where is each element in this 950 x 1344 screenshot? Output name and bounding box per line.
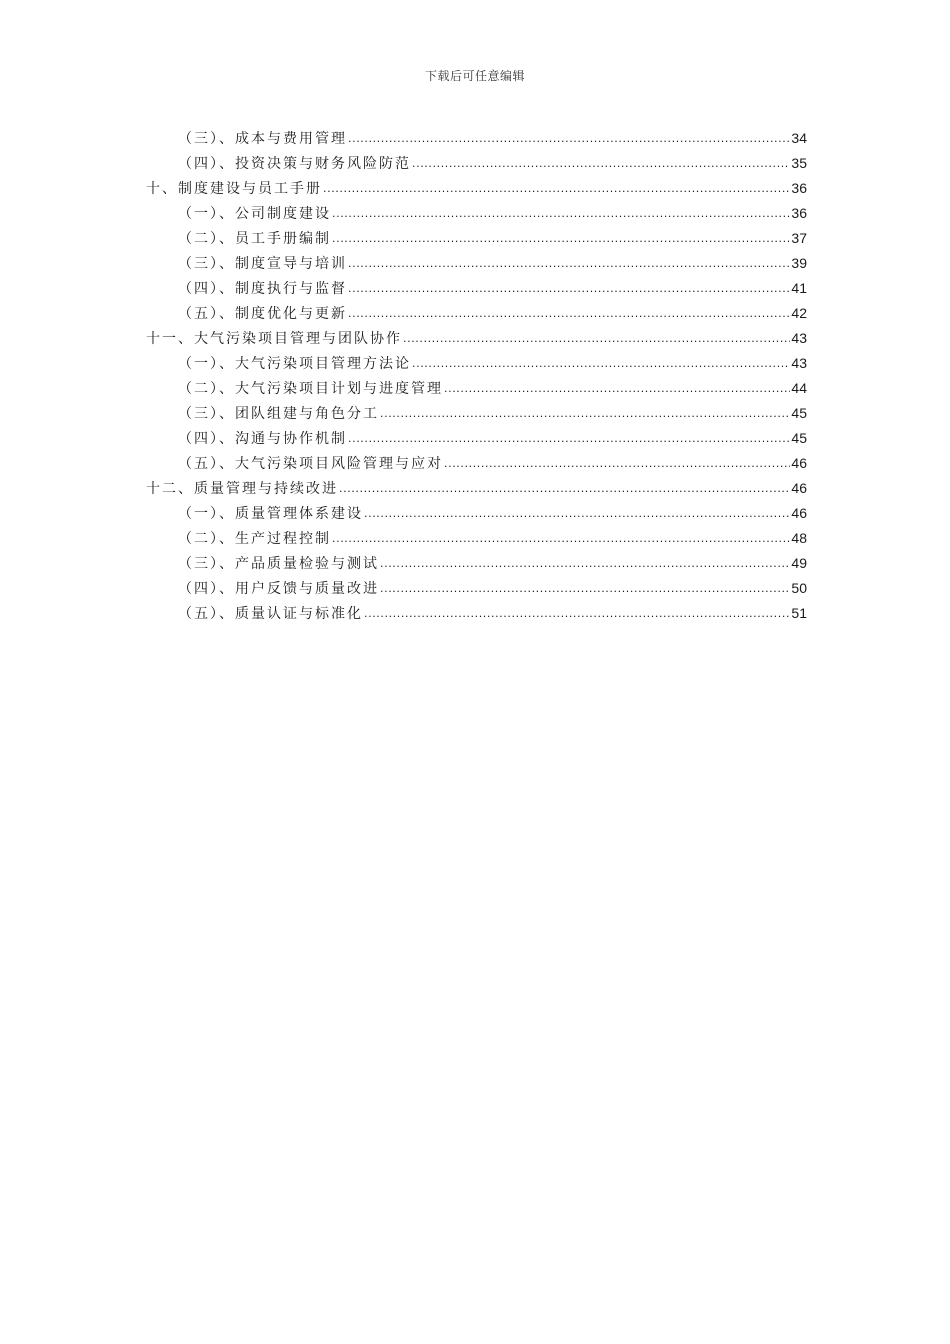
toc-dot-leader <box>444 376 790 401</box>
toc-entry-title: （五）、质量认证与标准化 <box>178 606 363 622</box>
toc-entry[interactable] <box>146 276 807 301</box>
toc-dot-leader <box>364 601 790 626</box>
toc-entry[interactable] <box>146 451 807 476</box>
header-note: 下载后可任意编辑 <box>424 69 525 83</box>
toc-dot-leader <box>380 551 790 576</box>
toc-entry-title: （三）、成本与费用管理 <box>178 131 347 147</box>
toc-entry[interactable] <box>146 151 807 176</box>
toc-dot-leader <box>332 526 790 551</box>
toc-entry-title: （二）、员工手册编制 <box>178 231 331 247</box>
toc-entry-title: （三）、产品质量检验与测试 <box>178 556 379 572</box>
toc-entry-title: （四）、沟通与协作机制 <box>178 431 347 447</box>
toc-entry-page: 43 <box>791 330 807 346</box>
toc-entry-title: （二）、生产过程控制 <box>178 531 331 547</box>
toc-entry-page: 51 <box>791 605 807 621</box>
toc-entry-page: 42 <box>791 305 807 321</box>
toc-entry-title: 十、制度建设与员工手册 <box>146 181 322 197</box>
toc-chapter-entry[interactable] <box>146 326 807 351</box>
toc-entry-page: 46 <box>791 505 807 521</box>
toc-dot-leader <box>339 476 790 501</box>
toc-dot-leader <box>364 501 790 526</box>
toc-entry-page: 45 <box>791 430 807 446</box>
toc-entry[interactable] <box>146 426 807 451</box>
toc-entry-title: （一）、质量管理体系建设 <box>178 506 363 522</box>
toc-entry-page: 34 <box>791 130 807 146</box>
toc-entry[interactable] <box>146 351 807 376</box>
toc-entry-page: 48 <box>791 530 807 546</box>
toc-dot-leader <box>403 326 790 351</box>
toc-entry-page: 44 <box>791 380 807 396</box>
toc-chapter-entry[interactable] <box>146 476 807 501</box>
toc-entry-page: 36 <box>791 205 807 221</box>
toc-entry[interactable] <box>146 301 807 326</box>
table-of-contents <box>146 126 807 626</box>
toc-dot-leader <box>348 276 790 301</box>
toc-dot-leader <box>348 126 790 151</box>
toc-dot-leader <box>412 351 790 376</box>
toc-dot-leader <box>348 251 790 276</box>
toc-entry[interactable] <box>146 551 807 576</box>
toc-entry[interactable] <box>146 576 807 601</box>
toc-dot-leader <box>444 451 790 476</box>
toc-entry-page: 50 <box>791 580 807 596</box>
toc-entry[interactable] <box>146 226 807 251</box>
toc-entry-title: 十二、质量管理与持续改进 <box>146 481 338 497</box>
toc-entry-title: 十一、大气污染项目管理与团队协作 <box>146 331 402 347</box>
toc-entry[interactable] <box>146 501 807 526</box>
toc-entry[interactable] <box>146 526 807 551</box>
toc-entry[interactable] <box>146 251 807 276</box>
toc-dot-leader <box>348 301 790 326</box>
toc-entry-page: 39 <box>791 255 807 271</box>
toc-entry[interactable] <box>146 126 807 151</box>
toc-entry-page: 37 <box>791 230 807 246</box>
toc-entry-title: （三）、团队组建与角色分工 <box>178 406 379 422</box>
toc-entry[interactable] <box>146 376 807 401</box>
toc-dot-leader <box>348 426 790 451</box>
toc-entry-title: （一）、公司制度建设 <box>178 206 331 222</box>
toc-dot-leader <box>332 201 790 226</box>
toc-entry-title: （一）、大气污染项目管理方法论 <box>178 356 411 372</box>
toc-entry[interactable] <box>146 201 807 226</box>
toc-entry[interactable] <box>146 601 807 626</box>
toc-chapter-entry[interactable] <box>146 176 807 201</box>
toc-dot-leader <box>412 151 790 176</box>
toc-entry-page: 35 <box>791 155 807 171</box>
toc-entry-page: 36 <box>791 180 807 196</box>
toc-dot-leader <box>380 576 790 601</box>
toc-dot-leader <box>380 401 790 426</box>
toc-dot-leader <box>323 176 790 201</box>
toc-entry-title: （五）、制度优化与更新 <box>178 306 347 322</box>
toc-entry-page: 45 <box>791 405 807 421</box>
toc-entry-title: （四）、用户反馈与质量改进 <box>178 581 379 597</box>
toc-entry-title: （四）、投资决策与财务风险防范 <box>178 156 411 172</box>
toc-entry-title: （五）、大气污染项目风险管理与应对 <box>178 456 443 472</box>
toc-entry-page: 49 <box>791 555 807 571</box>
toc-entry-title: （三）、制度宣导与培训 <box>178 256 347 272</box>
toc-entry-title: （四）、制度执行与监督 <box>178 281 347 297</box>
toc-entry-title: （二）、大气污染项目计划与进度管理 <box>178 381 443 397</box>
toc-entry-page: 46 <box>791 455 807 471</box>
toc-dot-leader <box>332 226 790 251</box>
toc-entry-page: 41 <box>791 280 807 296</box>
toc-entry-page: 46 <box>791 480 807 496</box>
toc-entry-page: 43 <box>791 355 807 371</box>
toc-entry[interactable] <box>146 401 807 426</box>
